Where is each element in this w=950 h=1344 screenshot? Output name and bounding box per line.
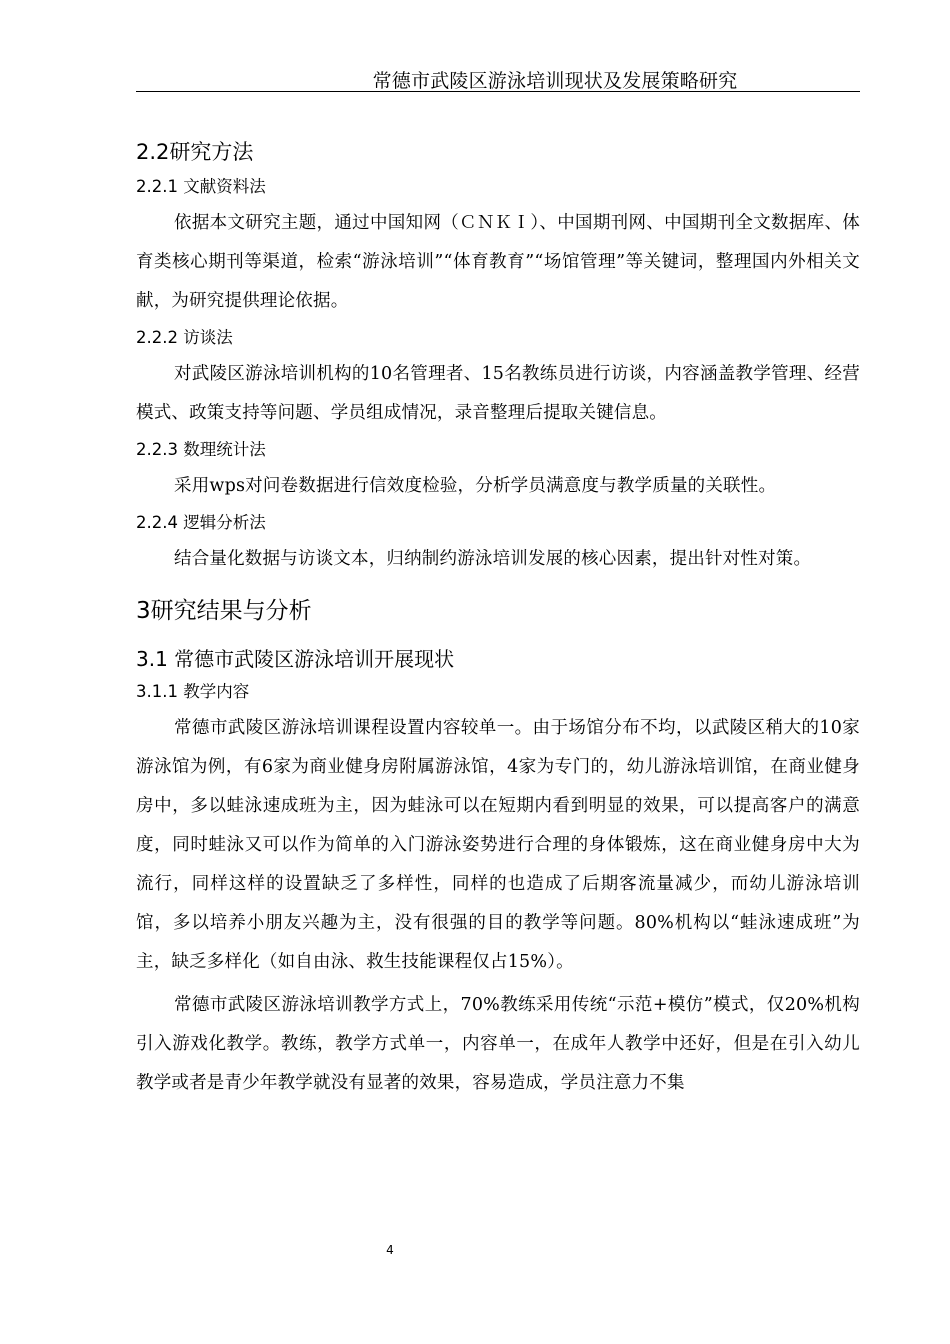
section-heading-2-2-3: 2.2.3 数理统计法 <box>136 440 266 459</box>
running-header-title: 常德市武陵区游泳培训现状及发展策略研究 <box>372 70 738 92</box>
paragraph-3-1-1-b: 常德市武陵区游泳培训教学方式上，70%教练采用传统“示范+模仿”模式，仅20%机构引入游戏化教学。教练，教学方式单一，内容单一，在成年人教学中还好，但是在引入幼儿教学或者是青少年教学就没有显著的效果，容易造成，学员注意力不集 <box>136 995 860 1093</box>
page-content <box>136 120 860 1107</box>
section-heading-3-1: 3.1 常德市武陵区游泳培训开展现状 <box>136 647 455 671</box>
section-heading-3-1-1: 3.1.1 教学内容 <box>136 682 250 701</box>
section-heading-2-2-1: 2.2.1 文献资料法 <box>136 177 266 196</box>
section-heading-2-2-4: 2.2.4 逻辑分析法 <box>136 513 266 532</box>
paragraph-2-2-3: 采用wps对问卷数据进行信效度检验，分析学员满意度与教学质量的关联性。 <box>174 476 777 496</box>
page-number: 4 <box>386 1243 394 1257</box>
section-heading-2-2-2: 2.2.2 访谈法 <box>136 328 233 347</box>
paragraph-2-2-2: 对武陵区游泳培训机构的10名管理者、15名教练员进行访谈，内容涵盖教学管理、经营模式、政策支持等问题、学员组成情况，录音整理后提取关键信息。 <box>136 364 860 423</box>
header-rule <box>136 91 860 92</box>
chapter-heading-3: 3研究结果与分析 <box>136 598 312 624</box>
paragraph-2-2-4: 结合量化数据与访谈文本，归纳制约游泳培训发展的核心因素，提出针对性对策。 <box>174 549 812 569</box>
section-heading-2-2: 2.2研究方法 <box>136 140 254 164</box>
paragraph-2-2-1: 依据本文研究主题，通过中国知网（ＣＮＫＩ）、中国期刊网、中国期刊全文数据库、体育类核心期刊等渠道，检索“游泳培训”“体育教育”“场馆管理”等关键词，整理国内外相关文献，为研究提供理论依据。 <box>136 213 860 311</box>
paragraph-3-1-1-a: 常德市武陵区游泳培训课程设置内容较单一。由于场馆分布不均，以武陵区稍大的10家游泳馆为例，有6家为商业健身房附属游泳馆，4家为专门的，幼儿游泳培训馆，在商业健身房中，多以蛙泳速成班为主，因为蛙泳可以在短期内看到明显的效果，可以提高客户的满意度，同时蛙泳又可以作为简单的入门游泳姿势进行合理的身体锻炼，这在商业健身房中大为流行，同样这样的设置缺乏了多样性，同样的也造成了后期客流量减少，而幼儿游泳培训馆，多以培养小朋友兴趣为主，没有很强的目的教学等问题。80%机构以“蛙泳速成班”为主，缺乏多样化（如自由泳、救生技能课程仅占15%）。 <box>136 718 860 972</box>
